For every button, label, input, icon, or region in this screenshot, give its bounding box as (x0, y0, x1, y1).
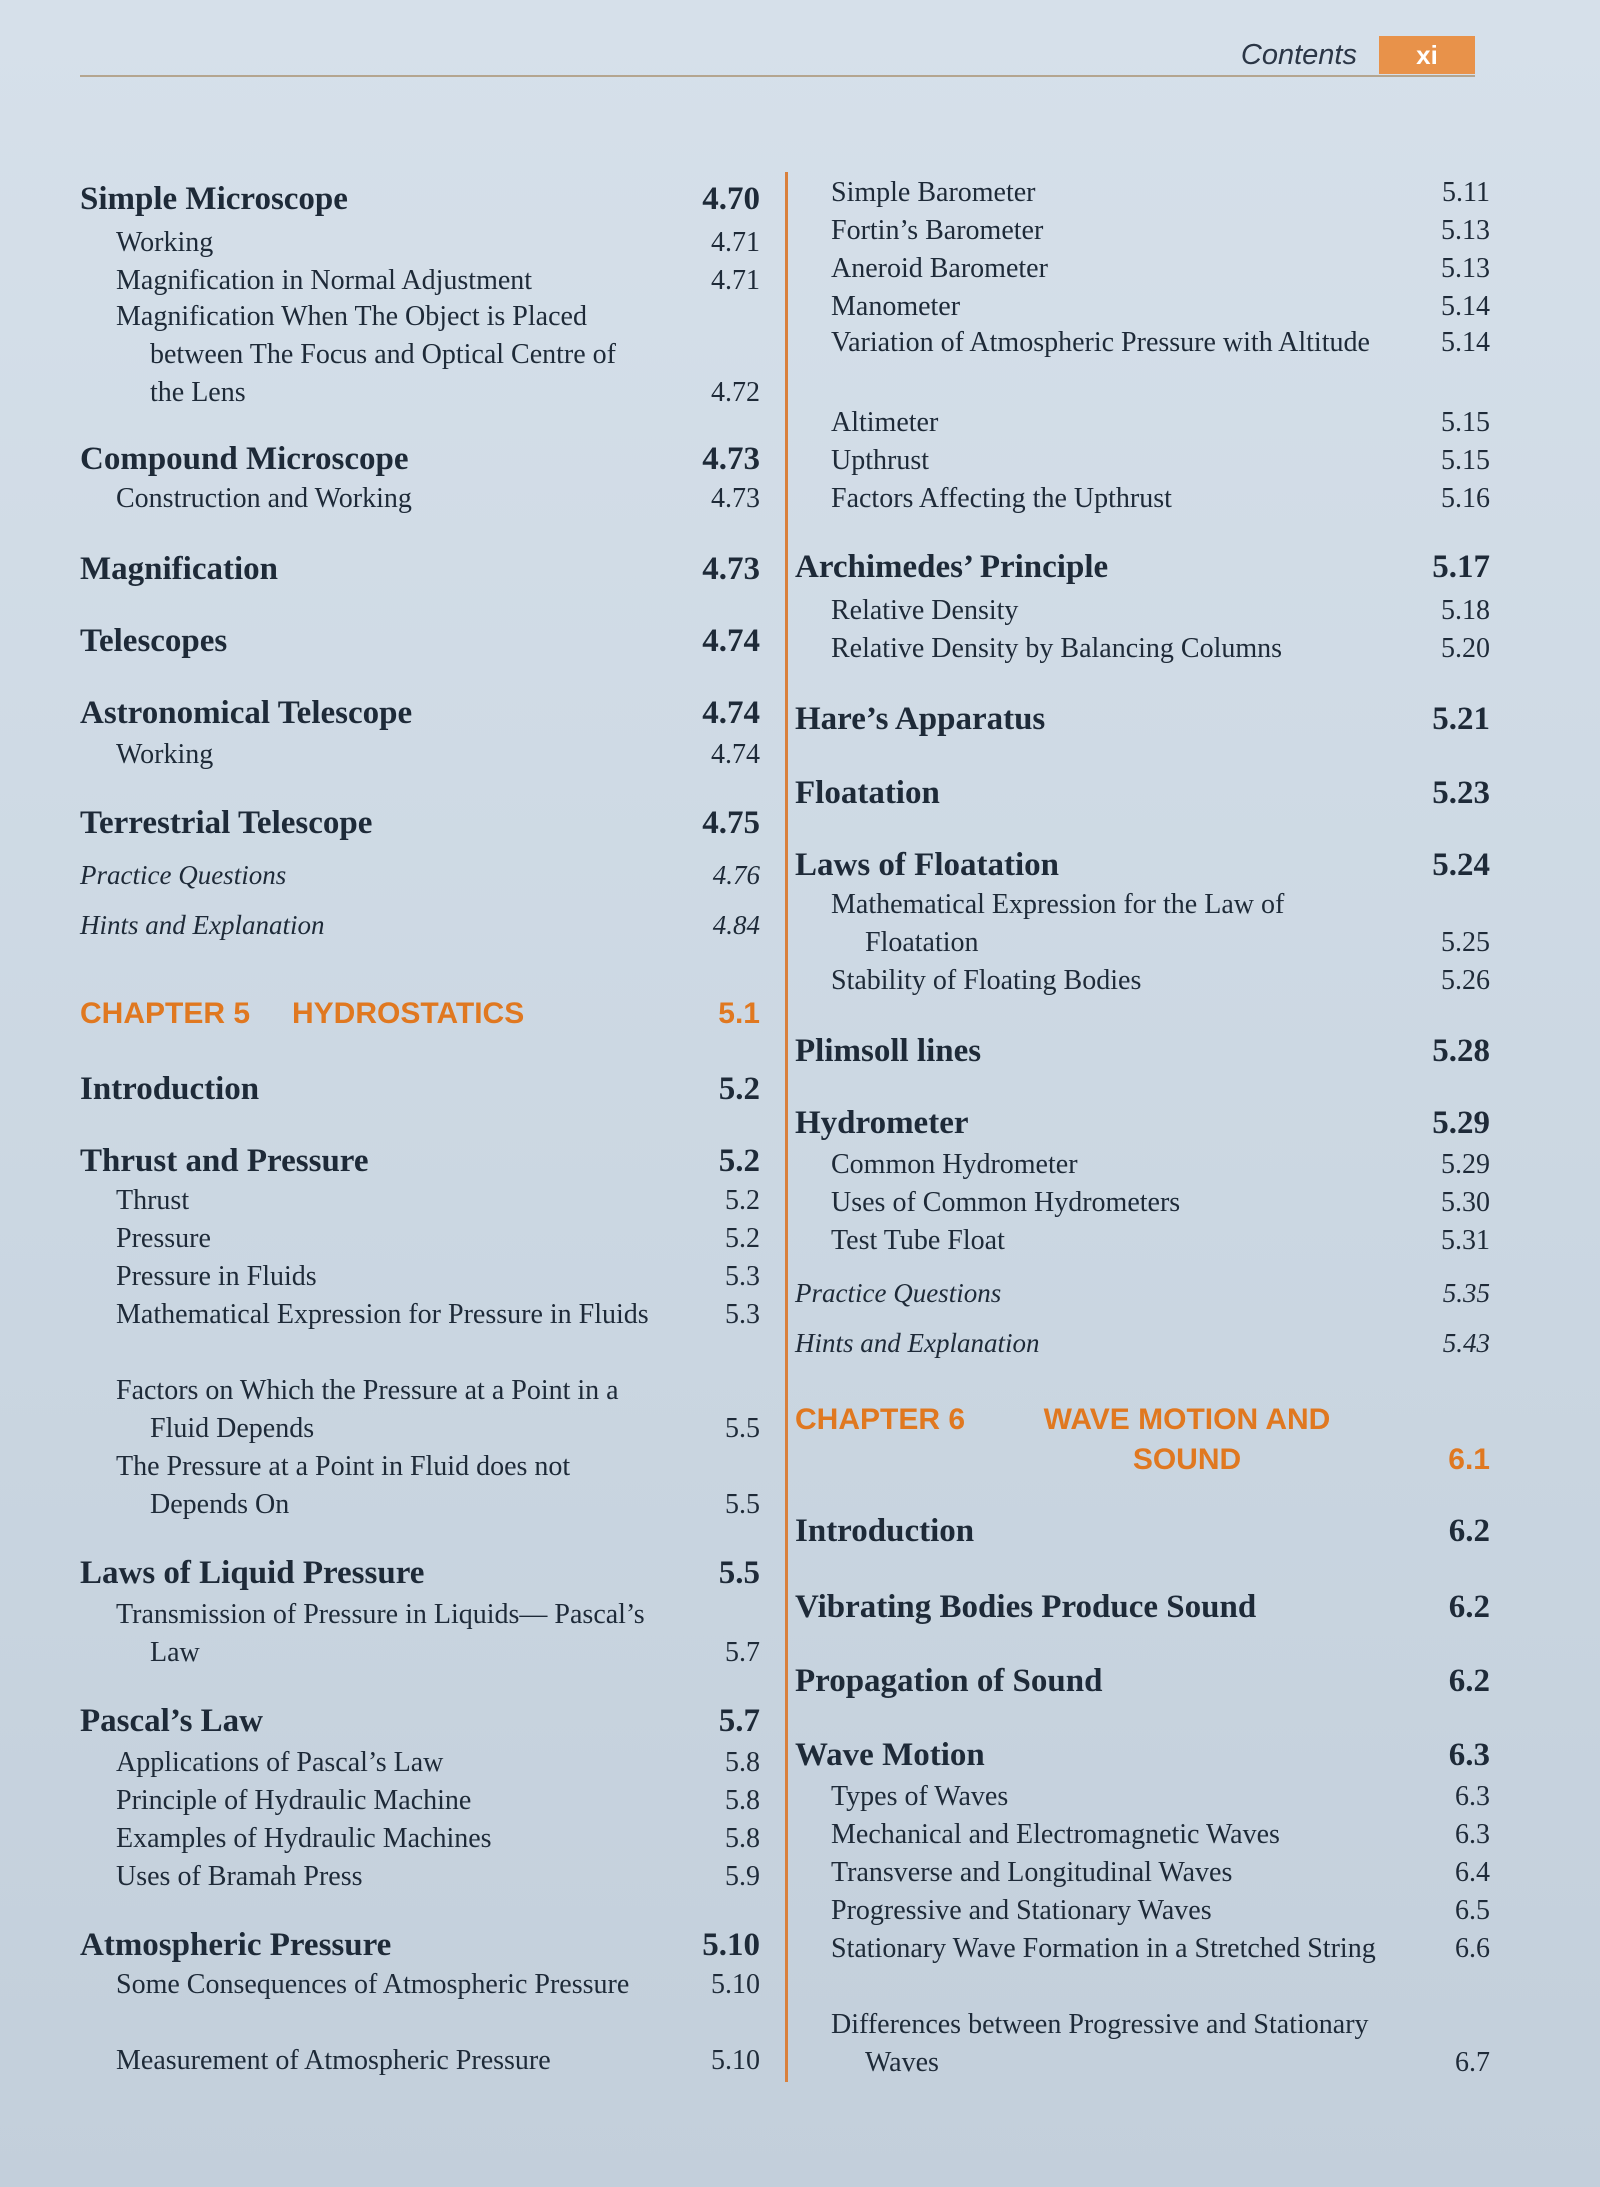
entry-title: Astronomical Telescope (80, 695, 413, 731)
entry-title: Mathematical Expression for the Law of Floatation (831, 889, 1285, 958)
toc-subsection-entry (80, 1782, 760, 1820)
entry-page-number: 5.10 (711, 2045, 760, 2076)
toc-subsection-entry (80, 906, 760, 944)
toc-section-entry (80, 440, 760, 478)
entry-page-number: 6.2 (1448, 1663, 1490, 1699)
entry-title: Propagation of Sound (795, 1663, 1103, 1699)
toc-subsection-entry (795, 1146, 1490, 1184)
entry-page-number: 4.74 (711, 739, 760, 770)
entry-title: Introduction (795, 1513, 975, 1549)
toc-chapter-heading (80, 994, 760, 1034)
entry-page-number: 4.75 (702, 805, 760, 841)
entry-title: Relative Density (831, 595, 1019, 626)
entry-title: Working (116, 739, 214, 770)
toc-section-entry (80, 622, 760, 660)
entry-page-number: 5.14 (1441, 327, 1490, 358)
toc-subsection-entry (80, 1372, 760, 1448)
entry-title: Some Consequences of Atmospheric Pressure (116, 1969, 630, 2000)
entry-page-number: 4.73 (702, 441, 760, 477)
toc-section-entry (80, 550, 760, 588)
entry-title: Uses of Common Hydrometers (831, 1187, 1181, 1218)
entry-page-number: 5.10 (702, 1927, 760, 1963)
entry-page-number: 5.11 (1442, 177, 1490, 208)
entry-page-number: 6.7 (1455, 2047, 1490, 2078)
entry-page-number: 5.8 (725, 1785, 760, 1816)
chapter-label: CHAPTER 6 (795, 1403, 966, 1436)
entry-page-number: 5.5 (725, 1413, 760, 1444)
toc-subsection-entry (80, 262, 760, 300)
toc-subsection-entry (80, 736, 760, 774)
entry-title: Working (116, 227, 214, 258)
entry-title: Uses of Bramah Press (116, 1861, 363, 1892)
page-number-badge: xi (1379, 36, 1475, 74)
entry-title: Stationary Wave Formation in a Stretched String (831, 1933, 1376, 1964)
entry-page-number: 5.8 (725, 1747, 760, 1778)
entry-page-number: 5.3 (725, 1261, 760, 1292)
entry-title: Plimsoll lines (795, 1033, 982, 1069)
entry-title: Terrestrial Telescope (80, 805, 373, 841)
toc-subsection-entry (795, 630, 1490, 668)
chapter-name: WAVE MOTION AND SOUND (1043, 1403, 1331, 1476)
entry-title: Practice Questions (80, 860, 287, 890)
entry-page-number: 4.73 (702, 551, 760, 587)
entry-title: Atmospheric Pressure (80, 1927, 392, 1963)
entry-page-number: 6.4 (1455, 1857, 1490, 1888)
toc-subsection-entry (795, 886, 1490, 962)
entry-page-number: 6.6 (1455, 1933, 1490, 1964)
toc-subsection-entry (80, 856, 760, 894)
toc-subsection-entry (795, 592, 1490, 630)
entry-page-number: 6.1 (1448, 1443, 1490, 1476)
toc-subsection-entry (80, 1448, 760, 1524)
toc-subsection-entry (795, 1854, 1490, 1892)
entry-page-number: 5.2 (725, 1223, 760, 1254)
toc-subsection-entry (80, 1744, 760, 1782)
entry-page-number: 4.71 (711, 265, 760, 296)
entry-title: The Pressure at a Point in Fluid does not Depends On (116, 1451, 571, 1520)
entry-title: Thrust (116, 1185, 190, 1216)
entry-page-number: 4.73 (711, 483, 760, 514)
entry-page-number: 5.43 (1442, 1328, 1490, 1358)
entry-title: Variation of Atmospheric Pressure with Altitude (831, 327, 1370, 358)
toc-subsection-entry (80, 224, 760, 262)
entry-page-number: 5.2 (718, 1143, 760, 1179)
toc-subsection-entry (80, 1258, 760, 1296)
toc-subsection-entry (795, 480, 1490, 518)
entry-title: Manometer (831, 291, 961, 322)
entry-title: Factors Affecting the Upthrust (831, 483, 1172, 514)
header-rule (80, 75, 1475, 77)
toc-subsection-entry (795, 962, 1490, 1000)
entry-page-number: 5.13 (1441, 253, 1490, 284)
entry-title: Hare’s Apparatus (795, 701, 1046, 737)
entry-page-number: 5.2 (725, 1185, 760, 1216)
toc-section-entry (80, 180, 760, 218)
toc-section-entry (80, 1554, 760, 1592)
entry-page-number: 6.2 (1448, 1589, 1490, 1625)
toc-subsection-entry (80, 1220, 760, 1258)
entry-title: Introduction (80, 1071, 260, 1107)
toc-section-entry (795, 1588, 1490, 1626)
toc-subsection-entry (80, 2042, 760, 2080)
entry-page-number: 5.29 (1441, 1149, 1490, 1180)
entry-page-number: 4.74 (702, 623, 760, 659)
entry-page-number: 5.5 (718, 1555, 760, 1591)
toc-subsection-entry (80, 1182, 760, 1220)
toc-section-entry (80, 694, 760, 732)
entry-title: Floatation (795, 775, 940, 811)
entry-title: Common Hydrometer (831, 1149, 1078, 1180)
entry-page-number: 5.21 (1432, 701, 1490, 737)
entry-page-number: 5.9 (725, 1861, 760, 1892)
toc-section-entry (795, 700, 1490, 738)
toc-subsection-entry (80, 480, 760, 518)
toc-section-entry (80, 1142, 760, 1180)
toc-section-entry (80, 1702, 760, 1740)
toc-subsection-entry (80, 1966, 760, 2004)
entry-title: Aneroid Barometer (831, 253, 1048, 284)
entry-page-number: 6.5 (1455, 1895, 1490, 1926)
entry-page-number: 5.7 (725, 1637, 760, 1668)
toc-subsection-entry (795, 1930, 1490, 1968)
toc-subsection-entry (80, 1596, 760, 1672)
entry-title: Progressive and Stationary Waves (831, 1895, 1212, 1926)
entry-title: Hydrometer (795, 1105, 969, 1141)
entry-title: Simple Barometer (831, 177, 1036, 208)
entry-page-number: 5.8 (725, 1823, 760, 1854)
entry-page-number: 5.20 (1441, 633, 1490, 664)
toc-section-entry (80, 1926, 760, 1964)
chapter-name: HYDROSTATICS (292, 997, 525, 1030)
entry-title: Mathematical Expression for Pressure in Fluids (116, 1299, 649, 1330)
toc-section-entry (795, 1512, 1490, 1550)
toc-subsection-entry (795, 324, 1490, 362)
entry-title: Principle of Hydraulic Machine (116, 1785, 472, 1816)
entry-page-number: 6.2 (1448, 1513, 1490, 1549)
entry-title: Hints and Explanation (795, 1328, 1040, 1358)
entry-title: Test Tube Float (831, 1225, 1005, 1256)
entry-title: Vibrating Bodies Produce Sound (795, 1589, 1257, 1625)
entry-title: Applications of Pascal’s Law (116, 1747, 444, 1778)
entry-title: Practice Questions (795, 1278, 1002, 1308)
toc-section-entry (795, 1104, 1490, 1142)
toc-subsection-entry (795, 1274, 1490, 1312)
toc-subsection-entry (795, 1222, 1490, 1260)
entry-title: Compound Microscope (80, 441, 409, 477)
entry-title: Fortin’s Barometer (831, 215, 1044, 246)
entry-title: Altimeter (831, 407, 939, 438)
toc-subsection-entry (795, 1816, 1490, 1854)
entry-page-number: 5.23 (1432, 775, 1490, 811)
entry-title: Examples of Hydraulic Machines (116, 1823, 492, 1854)
entry-page-number: 5.24 (1432, 847, 1490, 883)
entry-page-number: 6.3 (1448, 1737, 1490, 1773)
toc-section-entry (795, 774, 1490, 812)
entry-page-number: 5.13 (1441, 215, 1490, 246)
entry-title: Simple Microscope (80, 181, 348, 217)
entry-title: Factors on Which the Pressure at a Point in a Fluid Depends (116, 1375, 619, 1444)
toc-subsection-entry (795, 1324, 1490, 1362)
entry-title: Types of Waves (831, 1781, 1009, 1812)
entry-title: Pressure in Fluids (116, 1261, 317, 1292)
toc-subsection-entry (80, 1820, 760, 1858)
toc-section-entry (80, 804, 760, 842)
toc-subsection-entry (80, 1296, 760, 1334)
entry-title: Differences between Progressive and Stationary Waves (831, 2009, 1369, 2078)
chapter-label: CHAPTER 5 (80, 997, 251, 1030)
toc-subsection-entry (795, 1892, 1490, 1930)
entry-title: Magnification in Normal Adjustment (116, 265, 533, 296)
entry-title: Construction and Working (116, 483, 412, 514)
toc-section-entry (795, 1032, 1490, 1070)
entry-title: Pressure (116, 1223, 211, 1254)
entry-title: Upthrust (831, 445, 929, 476)
entry-title: Magnification (80, 551, 278, 587)
entry-page-number: 5.17 (1432, 549, 1490, 585)
entry-page-number: 5.26 (1441, 965, 1490, 996)
entry-title: Mechanical and Electromagnetic Waves (831, 1819, 1280, 1850)
entry-page-number: 5.16 (1441, 483, 1490, 514)
entry-page-number: 5.3 (725, 1299, 760, 1330)
entry-title: Hints and Explanation (80, 910, 325, 940)
entry-title: Measurement of Atmospheric Pressure (116, 2045, 551, 2076)
entry-page-number: 5.14 (1441, 291, 1490, 322)
entry-page-number: 4.74 (702, 695, 760, 731)
entry-page-number: 4.72 (711, 377, 760, 408)
entry-page-number: 4.71 (711, 227, 760, 258)
entry-page-number: 5.5 (725, 1489, 760, 1520)
toc-subsection-entry (795, 212, 1490, 250)
toc-subsection-entry (795, 174, 1490, 212)
toc-subsection-entry (795, 2006, 1490, 2082)
entry-page-number: 5.29 (1432, 1105, 1490, 1141)
entry-title: Magnification When The Object is Placed between The Focus and Optical Centre of the Lens (116, 301, 617, 408)
toc-subsection-entry (795, 442, 1490, 480)
toc-section-entry (795, 548, 1490, 586)
entry-title: Transverse and Longitudinal Waves (831, 1857, 1233, 1888)
entry-page-number: 5.25 (1441, 927, 1490, 958)
toc-section-entry (80, 1070, 760, 1108)
entry-title: Laws of Liquid Pressure (80, 1555, 425, 1591)
column-divider (785, 172, 788, 2082)
entry-title: Transmission of Pressure in Liquids— Pascal’s Law (116, 1599, 645, 1668)
toc-subsection-entry (80, 1858, 760, 1896)
entry-page-number: 5.30 (1441, 1187, 1490, 1218)
entry-title: Laws of Floatation (795, 847, 1059, 883)
entry-page-number: 6.3 (1455, 1819, 1490, 1850)
entry-title: Pascal’s Law (80, 1703, 264, 1739)
entry-title: Thrust and Pressure (80, 1143, 369, 1179)
running-title: Contents (1240, 38, 1357, 71)
toc-subsection-entry (795, 250, 1490, 288)
toc-subsection-entry (795, 1778, 1490, 1816)
toc-subsection-entry (795, 288, 1490, 326)
entry-title: Telescopes (80, 623, 228, 659)
entry-page-number: 4.70 (702, 181, 760, 217)
toc-subsection-entry (795, 1184, 1490, 1222)
entry-page-number: 5.28 (1432, 1033, 1490, 1069)
entry-page-number: 5.2 (718, 1071, 760, 1107)
entry-title: Relative Density by Balancing Columns (831, 633, 1283, 664)
toc-subsection-entry (80, 298, 760, 412)
entry-page-number: 5.35 (1442, 1278, 1490, 1308)
toc-section-entry (795, 846, 1490, 884)
toc-subsection-entry (795, 404, 1490, 442)
entry-page-number: 6.3 (1455, 1781, 1490, 1812)
entry-page-number: 5.10 (711, 1969, 760, 2000)
entry-page-number: 5.7 (718, 1703, 760, 1739)
entry-page-number: 5.1 (718, 997, 760, 1030)
entry-title: Stability of Floating Bodies (831, 965, 1142, 996)
entry-page-number: 5.15 (1441, 407, 1490, 438)
toc-chapter-heading (795, 1400, 1490, 1480)
entry-page-number: 5.31 (1441, 1225, 1490, 1256)
entry-page-number: 5.15 (1441, 445, 1490, 476)
entry-page-number: 4.76 (712, 860, 760, 890)
entry-page-number: 5.18 (1441, 595, 1490, 626)
entry-page-number: 4.84 (712, 910, 760, 940)
toc-section-entry (795, 1736, 1490, 1774)
entry-title: Wave Motion (795, 1737, 985, 1773)
page-header (1241, 34, 1475, 76)
entry-title: Archimedes’ Principle (795, 549, 1109, 585)
toc-section-entry (795, 1662, 1490, 1700)
